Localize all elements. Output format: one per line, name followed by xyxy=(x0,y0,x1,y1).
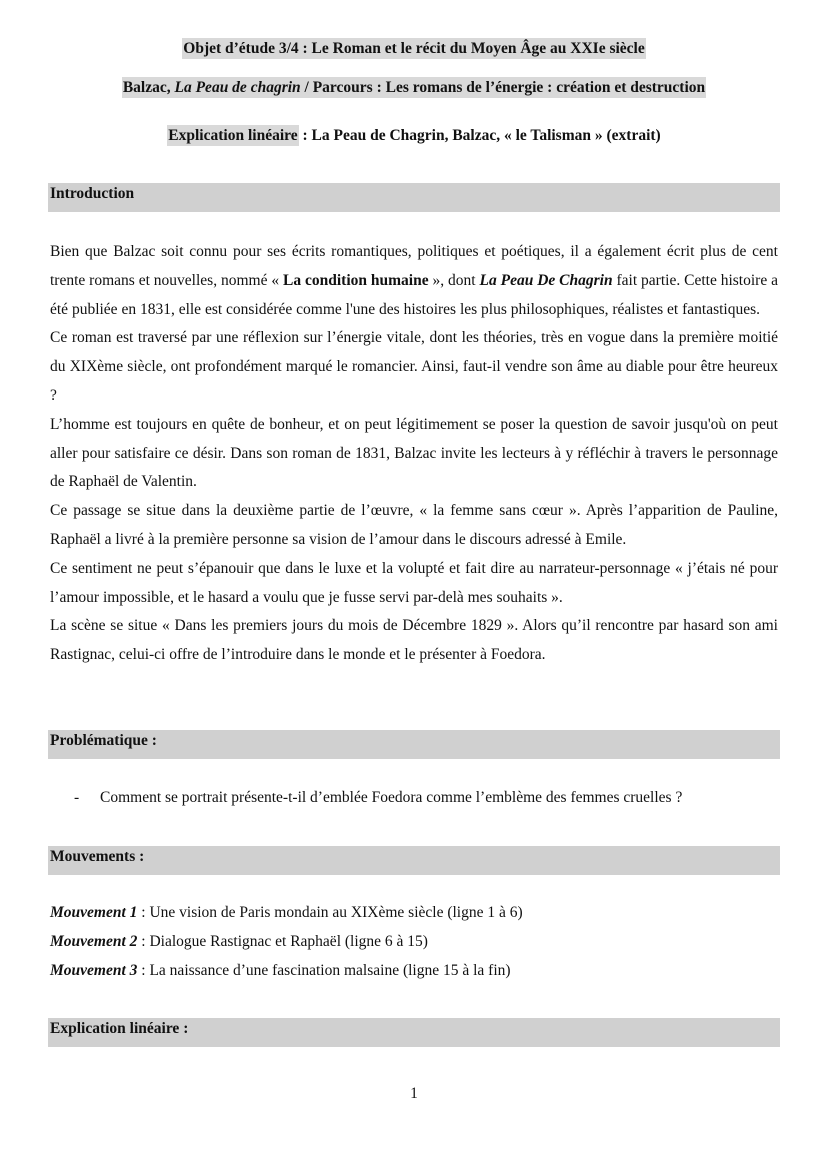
author-name: Balzac, xyxy=(122,79,175,96)
intro-paragraph-4: Ce passage se situe dans la deuxième partie de l’œuvre, « la femme sans cœur ». Après l’apparition de Pauline, Raphaël a livré à la première personne sa vision de l’amour dans le discours adressé à Emile. xyxy=(50,502,778,548)
problematique-question xyxy=(74,787,682,809)
introduction-heading: Introduction xyxy=(48,183,780,212)
exercise-title-line xyxy=(0,126,828,146)
question-text: Comment se portrait présente-t-il d’emblée Foedora comme l’emblème des femmes cruelles ? xyxy=(100,789,683,806)
intro-p1-bold-title: La condition humaine xyxy=(283,271,429,289)
intro-paragraph-1 xyxy=(50,238,778,324)
intro-paragraph-2: Ce roman est traversé par une réflexion sur l’énergie vitale, dont les théories, très en vogue dans la première moitié du XIXème siècle, ont profondément marqué le romancier. Ainsi, faut-il vendre son âme au diable pour être heureux ? xyxy=(50,329,778,404)
intro-p1-part-e: fait partie. Cette histoire a été publiée en 1831, elle est considérée comme l'une des histoires les plus philosophiques, réalistes et fantastiques. xyxy=(50,271,778,318)
exercise-subject: : La Peau de Chagrin, Balzac, « le Talisman » (extrait) xyxy=(298,127,661,144)
movement-text: : Dialogue Rastignac et Raphaël (ligne 6 à 15) xyxy=(137,933,428,950)
exercise-label: Explication linéaire xyxy=(168,127,298,144)
movement-item xyxy=(50,903,523,923)
movement-text: : La naissance d’une fascination malsaine (ligne 15 à la fin) xyxy=(137,962,511,979)
intro-paragraph-6: La scène se situe « Dans les premiers jours du mois de Décembre 1829 ». Alors qu’il rencontre par hasard son ami Rastignac, celui-ci offre de l’introduire dans le monde et le présenter à Foedora. xyxy=(50,617,778,664)
object-of-study: Objet d’étude 3/4 : Le Roman et le récit du Moyen Âge au XXIe siècle xyxy=(183,40,645,57)
intro-paragraph-3: L’homme est toujours en quête de bonheur, et on peut légitimement se poser la question de savoir jusqu'où on peut aller pour satisfaire ce désir. Dans son roman de 1831, Balzac invite les lecteurs à y réfléchir à travers le personnage de Raphaël de Valentin. xyxy=(50,415,778,491)
problematique-heading: Problématique : xyxy=(48,730,780,759)
doc-title-line xyxy=(0,39,828,59)
intro-p1-part-a: Bien que Balzac soit connu pour ses écrits romantiques, politiques et poétiques, il a également écrit plus de cent trente romans et nouvelles, nommé « xyxy=(50,243,778,289)
movement-label: Mouvement 1 xyxy=(50,904,138,921)
movement-item xyxy=(50,961,511,981)
movement-label: Mouvement 3 xyxy=(50,962,138,979)
movement-label: Mouvement 2 xyxy=(50,933,138,950)
explication-heading: Explication linéaire : xyxy=(48,1018,780,1047)
book-title: La Peau de chagrin xyxy=(174,79,301,96)
page-number: 1 xyxy=(410,1085,418,1102)
intro-paragraph-5: Ce sentiment ne peut s’épanouir que dans le luxe et la volupté et fait dire au narrateur-personnage « j’étais né pour l’amour impossible, et le hasard a voulu que je fusse servi par-delà mes souhaits ». xyxy=(50,559,778,606)
mouvements-heading: Mouvements : xyxy=(48,846,780,875)
parcours-text: / Parcours : Les romans de l’énergie : création et destruction xyxy=(300,79,706,96)
movement-item xyxy=(50,932,428,952)
parcours-line xyxy=(122,77,706,98)
intro-p1-book-title: La Peau De Chagrin xyxy=(479,271,613,289)
intro-p1-part-c: », dont xyxy=(428,271,480,289)
bullet-dash: - xyxy=(74,789,80,806)
movement-text: : Une vision de Paris mondain au XIXème siècle (ligne 1 à 6) xyxy=(137,904,523,921)
doc-subtitle-line xyxy=(0,78,828,98)
introduction-body xyxy=(50,238,778,670)
